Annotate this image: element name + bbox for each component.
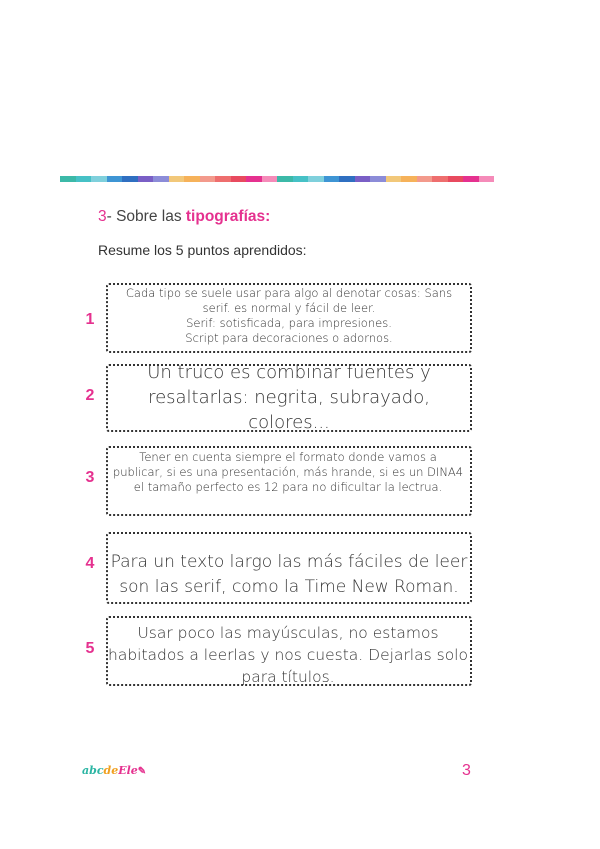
instruction-text: Resume los 5 puntos aprendidos:	[98, 242, 307, 258]
stripe-segment	[91, 176, 107, 182]
stripe-segment	[370, 176, 386, 182]
stripe-segment	[479, 176, 495, 182]
answer-line: colores...	[248, 412, 330, 433]
stripe-segment	[153, 176, 169, 182]
point-number-3: 3	[85, 469, 95, 486]
stripe-segment	[293, 176, 309, 182]
stripe-segment	[184, 176, 200, 182]
stripe-segment	[76, 176, 92, 182]
section-number: 3	[98, 208, 107, 225]
answer-text-2	[106, 360, 472, 435]
stripe-segment	[231, 176, 247, 182]
answer-line: Usar poco las mayúsculas, no estamos	[137, 624, 439, 642]
stripe-segment	[401, 176, 417, 182]
answer-line: Para un texto largo las más fáciles de leer	[110, 552, 468, 572]
brand-logo	[82, 764, 146, 777]
stripe-segment	[386, 176, 402, 182]
point-number-4: 4	[85, 555, 95, 572]
stripe-segment	[122, 176, 138, 182]
section-highlight: tipografías:	[185, 208, 271, 225]
stripe-segment	[138, 176, 154, 182]
stripe-segment	[432, 176, 448, 182]
logo-text: Ele	[118, 764, 138, 777]
answer-line: Serif: sotisficada, para impresiones.	[186, 316, 392, 330]
stripe-segment	[246, 176, 262, 182]
answer-text-4	[106, 550, 472, 600]
answer-line: para títulos.	[241, 668, 335, 686]
stripe-segment	[308, 176, 324, 182]
answer-line: el tamaño perfecto es 12 para no dificultar la lectrua.	[133, 480, 443, 494]
logo-text: de	[103, 764, 119, 777]
answer-line: son las serif, como la Time New Roman.	[119, 577, 459, 597]
section-prefix: - Sobre las	[106, 208, 186, 225]
answer-line: habitados a leerlas y nos cuesta. Dejarlas solo	[108, 646, 468, 664]
stripe-segment	[355, 176, 371, 182]
answer-line: resaltarlas: negrita, subrayado,	[148, 387, 430, 408]
color-stripe-divider	[60, 176, 494, 182]
stripe-segment	[324, 176, 340, 182]
stripe-segment	[339, 176, 355, 182]
stripe-segment	[448, 176, 464, 182]
point-number-2: 2	[85, 387, 95, 404]
stripe-segment	[417, 176, 433, 182]
stripe-segment	[60, 176, 76, 182]
answer-text-3	[100, 450, 476, 495]
point-number-5: 5	[85, 640, 95, 657]
section-title	[98, 208, 270, 226]
stripe-segment	[277, 176, 293, 182]
pencil-icon: ✎	[137, 766, 147, 777]
answer-line: Script para decoraciones o adornos.	[185, 331, 393, 345]
answer-line: Cada tipo se suele usar para algo al denotar cosas: Sans	[125, 286, 453, 300]
logo-text: abc	[82, 764, 104, 777]
answer-line: Un truco es combinar fuentes y	[147, 362, 431, 383]
stripe-segment	[169, 176, 185, 182]
answer-text-1	[106, 286, 472, 346]
answer-line: serif. es normal y fácil de leer.	[202, 301, 376, 315]
stripe-segment	[200, 176, 216, 182]
stripe-segment	[463, 176, 479, 182]
answer-text-5	[100, 622, 476, 688]
stripe-segment	[107, 176, 123, 182]
point-number-1: 1	[85, 311, 95, 328]
answer-line: Tener en cuenta siempre el formato donde vamos a	[139, 450, 437, 464]
stripe-segment	[215, 176, 231, 182]
stripe-segment	[262, 176, 278, 182]
answer-line: publicar, si es una presentación, más hrande, si es un DINA4	[112, 465, 464, 479]
page-number: 3	[462, 762, 471, 779]
